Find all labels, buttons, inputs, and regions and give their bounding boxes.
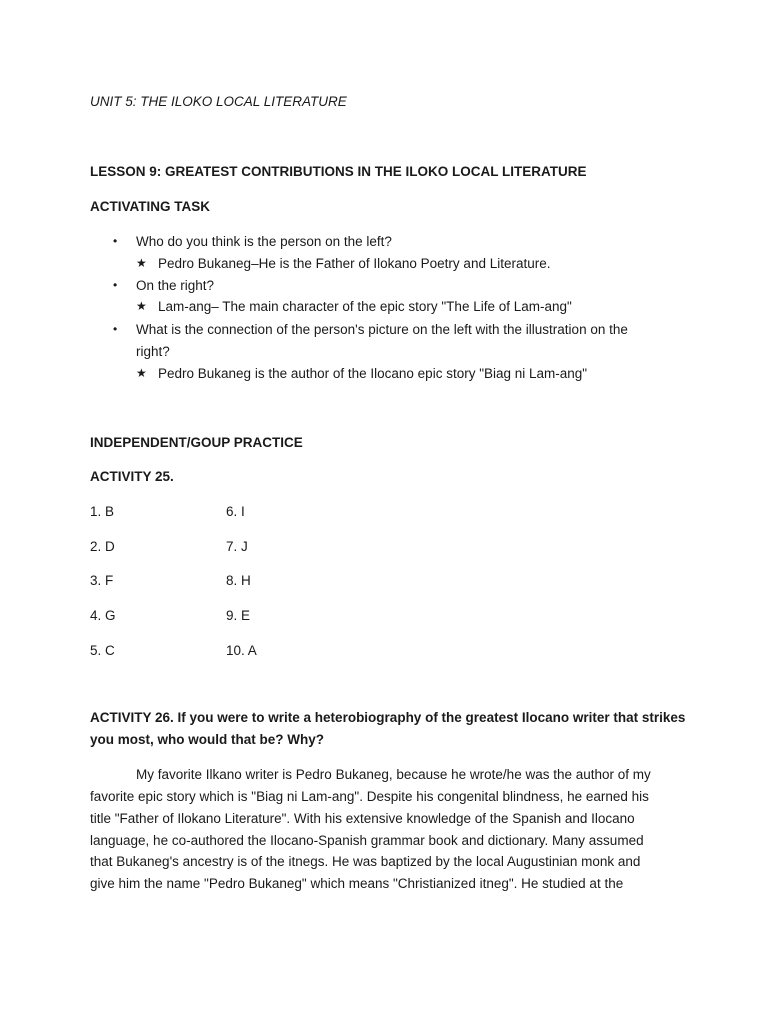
- answer-2: Lam-ang– The main character of the epic story "The Life of Lam-ang": [158, 299, 572, 314]
- activity-26-heading-line-2: you most, who would that be? Why?: [90, 732, 324, 747]
- list-item: [136, 366, 587, 381]
- star-icon: ★: [136, 366, 147, 380]
- list-item: [113, 278, 214, 293]
- paragraph-line: that Bukaneg's ancestry is of the itnegs. He was baptized by the local Augustinian monk and: [90, 854, 641, 869]
- bullet-icon: •: [113, 322, 118, 336]
- question-3-line-2: right?: [136, 344, 170, 359]
- answer-left: 3. F: [90, 573, 114, 588]
- paragraph-line: title "Father of Ilokano Literature". With his extensive knowledge of the Spanish and Ilocano: [90, 811, 635, 826]
- question-3-line-1: What is the connection of the person's picture on the left with the illustration on the: [136, 322, 628, 337]
- star-icon: ★: [136, 256, 147, 270]
- answer-left: 5. C: [90, 643, 115, 658]
- answer-left: 1. B: [90, 504, 115, 519]
- answer-right: 6. I: [226, 504, 245, 519]
- paragraph-line: language, he co-authored the Ilocano-Spanish grammar book and dictionary. Many assumed: [90, 833, 644, 848]
- practice-heading: INDEPENDENT/GOUP PRACTICE: [90, 435, 303, 450]
- answer-right: 8. H: [226, 573, 251, 588]
- lesson-title: LESSON 9: GREATEST CONTRIBUTIONS IN THE ILOKO LOCAL LITERATURE: [90, 164, 587, 179]
- activity-26-heading-line-1: ACTIVITY 26. If you were to write a heterobiography of the greatest Ilocano writer that strikes: [90, 710, 686, 725]
- list-item: [113, 234, 392, 249]
- paragraph-line: favorite epic story which is "Biag ni Lam-ang". Despite his congenital blindness, he earned his: [90, 789, 649, 804]
- bullet-icon: •: [113, 234, 118, 248]
- answer-3: Pedro Bukaneg is the author of the Ilocano epic story "Biag ni Lam-ang": [158, 366, 588, 381]
- list-item: [136, 256, 551, 271]
- activity-25-heading: ACTIVITY 25.: [90, 469, 174, 484]
- question-1: Who do you think is the person on the left?: [136, 234, 392, 249]
- question-2: On the right?: [136, 278, 215, 293]
- paragraph-line: My favorite Ilkano writer is Pedro Bukaneg, because he wrote/he was the author of my: [136, 767, 651, 782]
- answer-left: 4. G: [90, 608, 116, 623]
- list-item: [136, 299, 572, 314]
- unit-title: UNIT 5: THE ILOKO LOCAL LITERATURE: [90, 94, 347, 109]
- answer-right: 9. E: [226, 608, 251, 623]
- answer-right: 10. A: [226, 643, 257, 658]
- list-item: [113, 322, 628, 337]
- bullet-icon: •: [113, 278, 118, 292]
- answer-left: 2. D: [90, 539, 115, 554]
- paragraph-line: give him the name "Pedro Bukaneg" which means "Christianized itneg". He studied at the: [90, 876, 624, 891]
- answer-1: Pedro Bukaneg–He is the Father of Ilokano Poetry and Literature.: [158, 256, 551, 271]
- activating-task-heading: ACTIVATING TASK: [90, 199, 210, 214]
- answer-right: 7. J: [226, 539, 248, 554]
- star-icon: ★: [136, 299, 147, 313]
